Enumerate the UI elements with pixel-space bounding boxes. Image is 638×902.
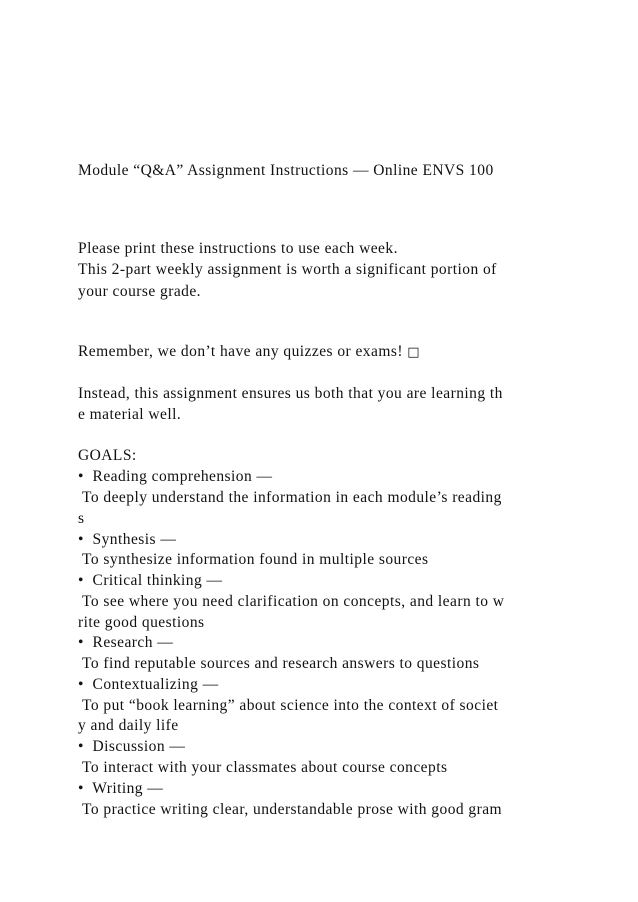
reminder-text: Remember, we don’t have any quizzes or exams! xyxy=(78,343,408,360)
goal-line: • Reading comprehension — xyxy=(78,468,273,485)
missing-glyph-icon: □ xyxy=(407,345,420,360)
intro-line: This 2-part weekly assignment is worth a significant portion of xyxy=(78,261,497,278)
goal-line: • Discussion — xyxy=(78,738,186,755)
goals-heading: GOALS: xyxy=(78,447,137,464)
document-title: Module “Q&A” Assignment Instructions — Online ENVS 100 xyxy=(78,162,494,179)
goal-line: To see where you need clarification on concepts, and learn to w xyxy=(78,593,505,610)
goal-line: y and daily life xyxy=(78,717,179,734)
goal-line: To practice writing clear, understandable prose with good gram xyxy=(78,801,503,818)
goal-line: • Critical thinking — xyxy=(78,572,223,589)
intro-line: Please print these instructions to use each week. xyxy=(78,240,398,257)
intro-line: your course grade. xyxy=(78,283,202,300)
goal-line: To find reputable sources and research answers to questions xyxy=(78,655,480,672)
goal-line: To deeply understand the information in each module’s reading xyxy=(78,489,502,506)
instead-line: e material well. xyxy=(78,406,182,423)
goal-line: • Research — xyxy=(78,634,174,651)
reminder-line xyxy=(78,342,420,363)
goal-line: To synthesize information found in multiple sources xyxy=(78,551,429,568)
goal-line: • Synthesis — xyxy=(78,531,177,548)
goal-line: s xyxy=(78,510,85,527)
goal-line: • Contextualizing — xyxy=(78,676,219,693)
goal-line: rite good questions xyxy=(78,614,205,631)
goal-line: To interact with your classmates about course concepts xyxy=(78,759,448,776)
goal-line: • Writing — xyxy=(78,780,164,797)
instead-line: Instead, this assignment ensures us both that you are learning th xyxy=(78,385,503,402)
goal-line: To put “book learning” about science into the context of societ xyxy=(78,697,499,714)
